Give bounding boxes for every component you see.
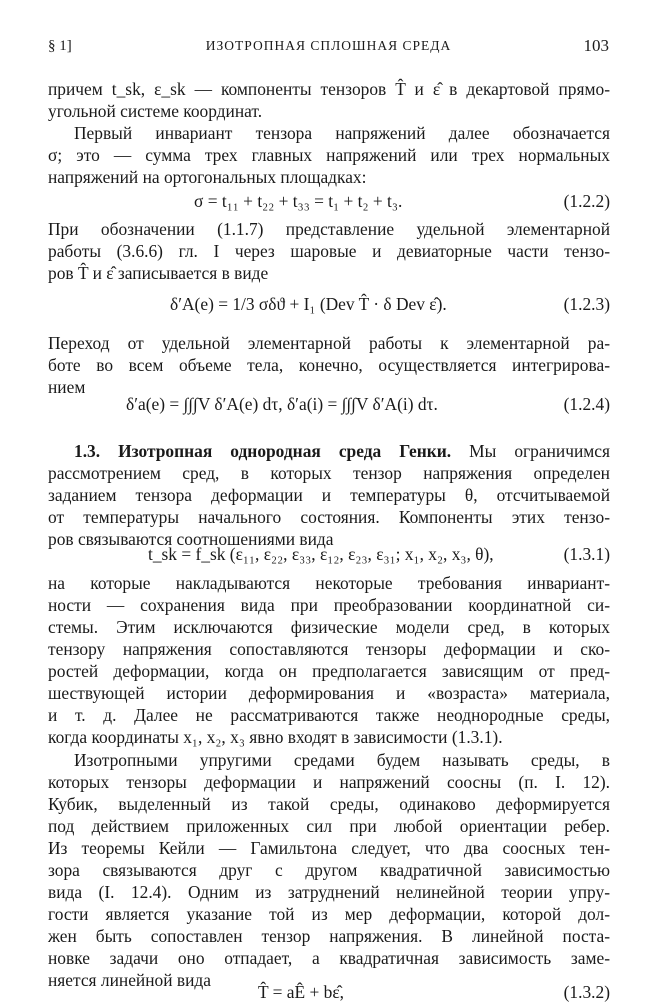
text-line: и т. д. Далее не рассматриваются также неоднородные среды, [48,705,610,725]
equation-1-3-2 [48,978,610,1006]
text-line: вида (I. 12.4). Одним из затруднений нелинейной теории упру- [48,882,610,902]
text-line: которых тензоры деформации и напряжений соосны (п. I. 12). [48,772,610,792]
equation-1-2-3 [48,290,610,318]
equation-1-3-1 [48,540,610,568]
equation-body: t_sk = f_sk (ε₁₁, ε₂₂, ε₃₃, ε₁₂, ε₂₃, ε₃₁; x₁, x₂, x₃, θ), [148,544,494,564]
text-line: причем t_sk, ε_sk — компоненты тензоров T̂ и ε̂ в декартовой прямо- [48,79,610,99]
equation-body: T̂ = aÊ + bε̂, [258,982,345,1002]
equation-body: δ′a(e) = ∫∫∫V δ′A(e) dτ, δ′a(i) = ∫∫∫V δ′A(i) dτ. [126,394,438,414]
text-line: зора связываются друг с другом квадратичной зависимостью [48,860,610,880]
text-line: Изотропными упругими средами будем называть среды, в [74,750,610,770]
equation-number: (1.2.3) [563,294,610,314]
equation-number: (1.2.2) [563,191,610,211]
equation-number: (1.3.2) [563,982,610,1002]
text-run: Мы ограничимся [469,441,610,461]
text-line: Переход от удельной элементарной работы к элементарной ра- [48,333,610,353]
text-line: няется линейной вида [48,970,211,990]
equation-body: σ = t₁₁ + t₂₂ + t₃₃ = t₁ + t₂ + t₃. [194,191,403,211]
text-line: рассмотрением сред, в которых тензор напряжения определен [48,463,610,483]
text-line: напряжений на ортогональных площадках: [48,167,367,187]
text-line: σ; это — сумма трех главных напряжений или трех нормальных [48,145,610,165]
text-line: боте во всем объеме тела, конечно, осуществляется интегрирова- [48,355,610,375]
running-title: ИЗОТРОПНАЯ СПЛОШНАЯ СРЕДА [205,38,452,53]
text-line: Из теоремы Кейли — Гамильтона следует, что два соосных тен- [48,838,610,858]
text-line: под действием приложенных сил при любой ориентации ребер. [48,816,610,836]
text-line: стемы. Этим исключаются физические модели сред, в которых [48,617,610,637]
equation-body: δ′A(e) = 1/3 σδϑ + I₁ (Dev T̂ · δ Dev ε̂). [170,294,447,314]
text-line: ров T̂ и ε̂ записывается в виде [48,263,269,283]
equation-1-2-2 [48,187,610,215]
section-heading: 1.3. Изотропная однородная среда Генки. [74,441,452,461]
text-line: Кубик, выделенный из такой среды, одинаково деформируется [48,794,610,814]
text-line: тензору напряжения сопоставляются тензоры деформации и ско- [48,639,610,659]
text-line: угольной системе координат. [48,101,263,121]
page-number: 103 [583,36,609,55]
text-line: При обозначении (1.1.7) представление удельной элементарной [48,219,610,239]
running-head [48,38,609,58]
text-line: жен быть сопоставлен тензор напряжения. В линейной поста- [48,926,610,946]
text-line: гости является указание той из мер деформации, которой дол- [48,904,610,924]
text-line: ности — сохранения вида при преобразовании координатной си- [48,595,610,615]
text-line [74,440,610,462]
section-marker: § 1] [48,38,72,54]
text-line: Первый инвариант тензора напряжений далее обозначается [74,123,610,143]
text-line: работы (3.6.6) гл. I через шаровые и девиаторные части тензо- [48,241,610,261]
text-line: на которые накладываются некоторые требования инвариант- [48,573,610,593]
equation-1-2-4 [48,390,610,418]
equation-number: (1.3.1) [563,544,610,564]
text-line: заданием тензора деформации и температуры θ, отсчитываемой [48,485,610,505]
text-line: шествующей истории деформирования и «возраста» материала, [48,683,610,703]
equation-number: (1.2.4) [563,394,610,414]
text-line: новке задачи оно отпадает, а квадратичная зависимость заме- [48,948,610,968]
text-line: ростей деформации, когда он предполагается зависящим от пред- [48,661,610,681]
text-line: когда координаты x₁, x₂, x₃ явно входят в зависимости (1.3.1). [48,727,503,747]
text-line: нием [48,377,86,397]
text-line: ров связываются соотношениями вида [48,529,334,549]
text-line: от температуры начального состояния. Компоненты этих тензо- [48,507,610,527]
